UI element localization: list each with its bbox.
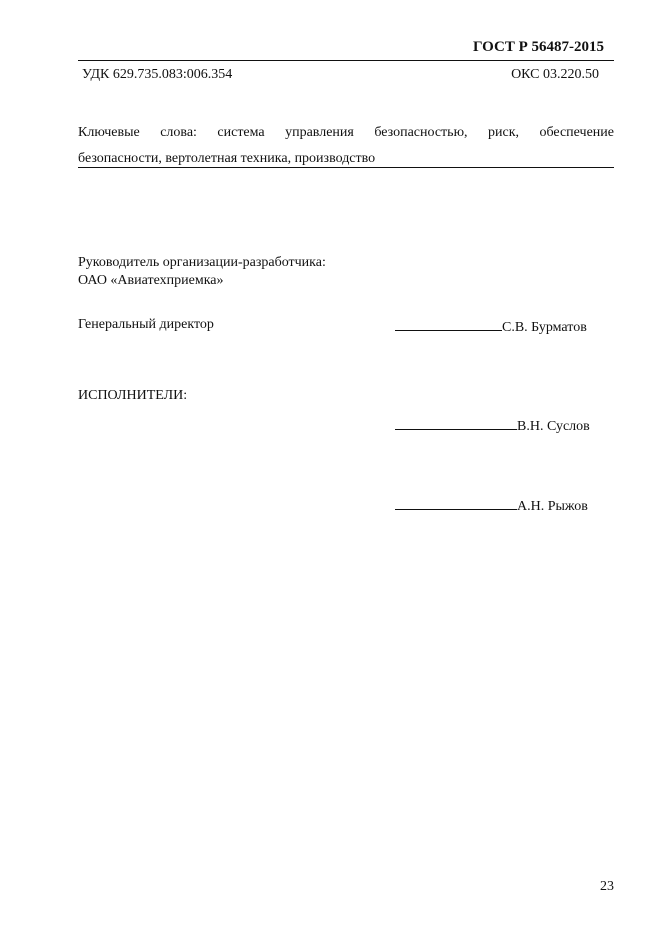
- director-signature-row: [395, 317, 587, 336]
- executor-signature-row: [395, 496, 588, 515]
- executor-name: А.Н. Рыжов: [517, 499, 588, 514]
- executors-heading: ИСПОЛНИТЕЛИ:: [78, 388, 188, 403]
- executor-signature-row: [395, 416, 590, 435]
- keywords-line-2: безопасности, вертолетная техника, производство: [78, 151, 376, 166]
- page-number: 23: [600, 879, 614, 894]
- keywords-divider: [78, 167, 614, 168]
- director-name: С.В. Бурматов: [502, 320, 587, 335]
- signature-line: [395, 317, 502, 331]
- keywords-block: [78, 120, 614, 172]
- developer-label: Руководитель организации-разработчика:: [78, 255, 326, 270]
- standard-code: ГОСТ Р 56487-2015: [472, 39, 604, 55]
- keywords-line-1: Ключевые слова: система управления безопасностью, риск, обеспечение: [78, 125, 614, 140]
- udk-code: УДК 629.735.083:006.354: [82, 67, 233, 82]
- signature-line: [395, 416, 517, 430]
- director-position: Генеральный директор: [78, 317, 214, 332]
- executor-name: В.Н. Суслов: [517, 419, 590, 434]
- signature-line: [395, 496, 517, 510]
- header-divider: [78, 60, 614, 61]
- oks-code: ОКС 03.220.50: [511, 67, 599, 82]
- developer-organization: ОАО «Авиатехприемка»: [78, 273, 224, 288]
